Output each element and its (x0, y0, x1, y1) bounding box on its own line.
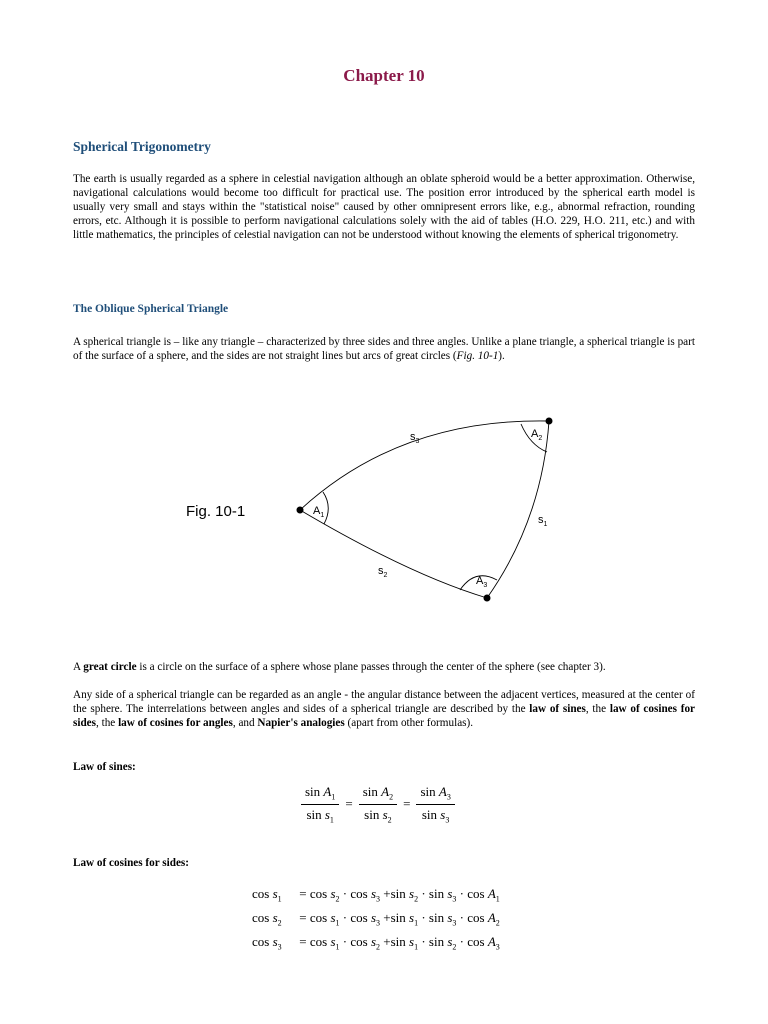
great-circle-paragraph: A great circle is a circle on the surface of a sphere whose plane passes through the center of the sphere (see chapter 3). (73, 661, 606, 673)
cosines-formula-row-1: $\cos s_1 = \cos s_2 \cdot \cos s_3 +\sin$ $s_2 \cdot \sin s_3 \cdot \cos A_1$ (252, 886, 500, 904)
spherical-triangle-figure (0, 395, 768, 620)
label-s1: $s_1$ (538, 514, 548, 528)
term-law-of-sines: law of sines (529, 703, 586, 715)
figure-reference: Fig. 10-1 (456, 350, 499, 362)
term-law-of-cosines-angles: law of cosines for angles (118, 717, 233, 729)
triangle-paragraph-text: A spherical triangle is – like any triangle – characterized by three sides and three angles. Unlike a plane triangle, a spherical triangle is part of the surface of a sphere, and the sides are not straight lines but arcs of great circles ( (73, 336, 695, 362)
triangle-paragraph-end: ). (498, 350, 505, 362)
intro-paragraph: The earth is usually regarded as a sphere in celestial navigation although an oblate spheroid would be a better approximation. Otherwise, navigational calculations would become too difficult for practical use. The position error introduced by the spherical earth model is usually very small and stays within the "statistical noise" caused by other omnipresent errors like, e.g., abnormal refraction, rounding errors, etc. Although it is possible to perform navigational calculations solely with the aid of tables (H.O. 229, H.O. 211, etc.) and with little mathematics, the principles of celestial navigation can not be understood without knowing the elements of spherical trigonometry. (73, 173, 695, 241)
chapter-title: Chapter 10 (343, 66, 425, 85)
sines-fraction-2: $\frac{\sin A_2}{\sin s_2}$ (359, 784, 397, 824)
vertex-a3 (484, 595, 491, 602)
cosines-formula-row-3: $\cos s_3 = \cos s_1 \cdot \cos s_2 +\sin$ $s_1 \cdot \sin s_2 \cdot \cos A_3$ (252, 934, 500, 952)
angle-a1-arc (323, 492, 328, 524)
term-napiers-analogies: Napier's analogies (257, 717, 345, 729)
section-title: Spherical Trigonometry (73, 139, 211, 154)
great-circle-term: great circle (83, 661, 137, 673)
cosines-formula-row-2: $\cos s_2 = \cos s_1 \cdot \cos s_3 +\sin$ $s_1 \cdot \sin s_3 \cdot \cos A_2$ (252, 910, 500, 928)
term-law-of-cosines-sides: law of cosines for sides (73, 703, 696, 729)
label-s2: $s_2$ (378, 565, 388, 579)
sines-fraction-3: $\frac{\sin A_3}{\sin s_3}$ (416, 784, 454, 824)
triangle-paragraph (73, 335, 695, 363)
label-s3: $s_3$ (410, 431, 420, 445)
label-a3: $A_3$ (476, 575, 488, 589)
figure-caption: Fig. 10-1 (186, 503, 246, 520)
label-a1: $A_1$ (313, 505, 325, 519)
vertex-a2 (546, 418, 553, 425)
law-of-cosines-sides-label: Law of cosines for sides: (73, 857, 190, 869)
side-s3-arc (300, 421, 549, 510)
side-s1-arc (487, 421, 549, 598)
subsection-title: The Oblique Spherical Triangle (73, 303, 229, 315)
law-of-sines-label: Law of sines: (73, 761, 136, 773)
sines-fraction-1: $\frac{\sin A_1}{\sin s_1}$ (301, 784, 339, 824)
law-of-sines-formula: $\frac{\sin A_1}{\sin s_1}$ = $\frac{\sin A_2}{\sin s_2}$ = $\frac{\sin A_3}{\sin s_3}$ (301, 784, 455, 824)
side-s2-arc (300, 510, 487, 598)
label-a2: $A_2$ (531, 428, 543, 442)
relations-paragraph: Any side of a spherical triangle can be regarded as an angle - the angular distance between the adjacent vertices, measured at the center of the sphere. The interrelations between angles and sides of a spherical triangle are described by the law of sines, the law of cosines for sides, the law of cosines for angles, and Napier's analogies (apart from other formulas). (73, 689, 696, 729)
vertex-a1 (297, 507, 304, 514)
